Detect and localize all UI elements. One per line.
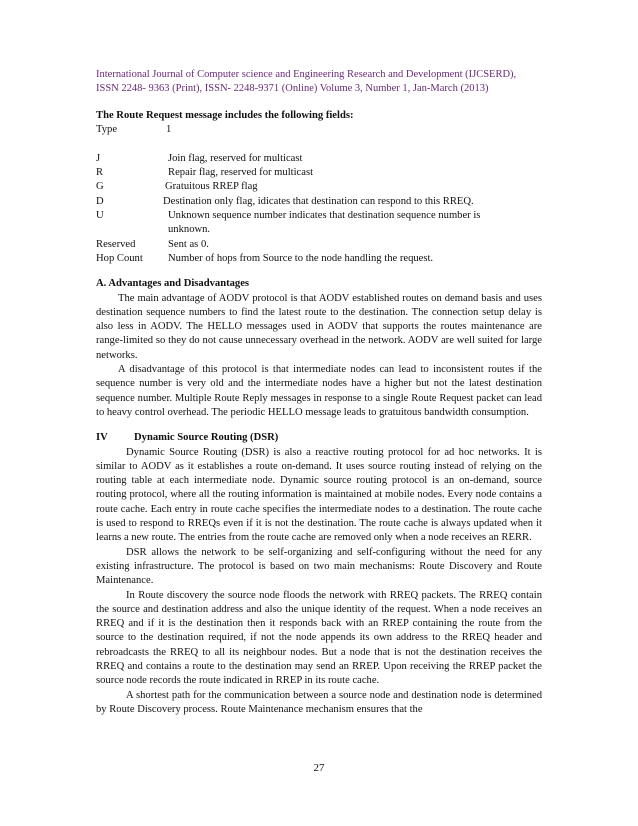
field-key: Type bbox=[96, 124, 118, 136]
field-desc: Number of hops from Source to the node handling the request. bbox=[168, 252, 434, 264]
journal-header bbox=[96, 68, 548, 96]
field-key: D bbox=[96, 195, 104, 207]
section-a-heading: A. Advantages and Disadvantages bbox=[96, 278, 250, 290]
field-row-hop-count bbox=[96, 252, 542, 266]
field-desc: Join flag, reserved for multicast bbox=[168, 152, 303, 164]
section-iv-paragraph-3: In Route discovery the source node floods the network with RREQ packets. The RREQ contain the source and destination address and also the unique identity of the request. When a node receives an RREQ and if it is the destination then it responds back with an RREP containing the route from the source to the destination required, if not the node appends its own address to the RREQ header and rebroadcasts the RREQ to all its neighbour nodes. But a node that is not the destination receives the RREQ and contains a route to the destination may send an RREP. Upon receiving the RREP packet the source node records the route indicated in RREP in its route cache. bbox=[96, 589, 542, 687]
field-desc: Repair flag, reserved for multicast bbox=[168, 167, 314, 179]
page-number: 27 bbox=[313, 762, 325, 774]
field-row-r bbox=[96, 166, 542, 180]
field-row-j bbox=[96, 152, 542, 166]
field-desc: Gratuitous RREP flag bbox=[165, 181, 258, 193]
field-desc: Sent as 0. bbox=[168, 238, 209, 250]
field-row-d bbox=[96, 195, 542, 209]
section-a-paragraph-2: A disadvantage of this protocol is that intermediate nodes can lead to inconsistent routes if the sequence number is very old and the intermediate nodes have a higher but not the latest destination sequence number. Multiple Route Reply messages in response to a single Route Request packet can lead to heavy control overhead. The periodic HELLO message leads to gratuitous bandwidth consumption. bbox=[96, 364, 542, 418]
field-desc: Destination only flag, idicates that destination can respond to this RREQ. bbox=[163, 195, 474, 207]
field-row-type bbox=[96, 123, 542, 137]
field-row-u bbox=[96, 209, 542, 238]
field-key: G bbox=[96, 181, 104, 193]
journal-header-line-2: ISSN 2248- 9363 (Print), ISSN- 2248-9371 (Online) Volume 3, Number 1, Jan-March (2013) bbox=[96, 83, 489, 94]
section-iv-heading bbox=[96, 431, 542, 445]
field-row-g bbox=[96, 180, 542, 194]
section-a-paragraph-1: The main advantage of AODV protocol is that AODV established routes on demand basis and uses destination sequence numbers to find the latest route to the destination. The connection setup delay is also less in AODV. The HELLO messages used in AODV that supports the routes maintenance are range-limited so they do not cause unnecessary overhead in the network. AODV are well suited for large networks. bbox=[96, 292, 542, 361]
fields-title: The Route Request message includes the following fields: bbox=[96, 110, 354, 121]
field-key: J bbox=[96, 152, 101, 164]
section-iv-paragraph-4: A shortest path for the communication between a source node and destination node is determined by Route Discovery process. Route Maintenance mechanism ensures that the bbox=[96, 689, 542, 715]
section-number: IV bbox=[96, 432, 108, 444]
field-desc: 1 bbox=[166, 124, 172, 136]
field-key: U bbox=[96, 210, 104, 222]
field-key: Reserved bbox=[96, 238, 136, 250]
field-key: Hop Count bbox=[96, 252, 143, 264]
field-key: R bbox=[96, 167, 104, 179]
field-row-reserved bbox=[96, 238, 542, 252]
section-iv-paragraph-2: DSR allows the network to be self-organizing and self-configuring without the need for any existing infrastructure. The protocol is based on two main mechanisms: Route Discovery and Route Maintenance. bbox=[96, 546, 542, 587]
body-text bbox=[96, 109, 542, 717]
section-iv-paragraph-1: Dynamic Source Routing (DSR) is also a reactive routing protocol for ad hoc networks. It is similar to AODV as it establishes a route on-demand. It uses source routing instead of relying on the routing table at each intermediate node. Dynamic source routing protocol is an on-demand, source routing protocol, where all the routing information is maintained at mobile nodes. Every node contains a route cache. Each entry in route cache specifies the intermediate nodes to a destination. The route cache is used to respond to RREQs even if it is not the destination. The route cache is always updated when it learns a new route. The entries from the route cache are removed only when a node receives an RERR. bbox=[96, 446, 542, 544]
field-desc: Unknown sequence number indicates that destination sequence number is unknown. bbox=[168, 210, 481, 236]
section-title: Dynamic Source Routing (DSR) bbox=[134, 432, 279, 444]
journal-header-line-1: International Journal of Computer science and Engineering Research and Development (IJCSERD), bbox=[96, 69, 517, 80]
